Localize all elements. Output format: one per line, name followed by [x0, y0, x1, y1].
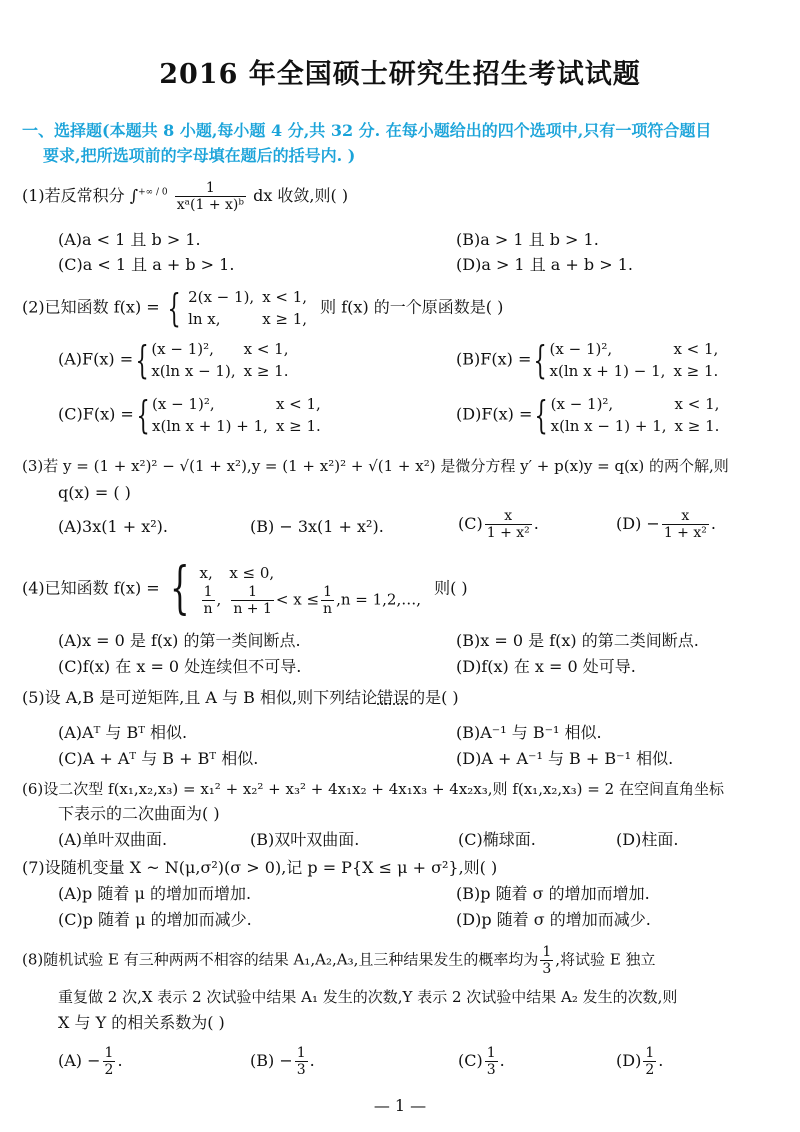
q2-option-a: (A)F(x) ={ (x − 1)², x < 1, x(ln x − 1), x ≥ 1.	[58, 338, 289, 382]
q8-option-c: (C) $\frac{1}{3}$ .	[458, 1045, 505, 1078]
question-6-line2: 下表示的二次曲面为( )	[58, 804, 220, 823]
q5-option-c: (C)A + Aᵀ 与 B + Bᵀ 相似.	[58, 749, 259, 768]
q1-option-d: (D)a > 1 且 a + b > 1.	[456, 255, 633, 274]
page-title: 2016 年全国硕士研究生招生考试试题	[159, 59, 641, 90]
section-heading-line1: 一、选择题(本题共 8 小题,每小题 4 分,共 32 分. 在每小题给出的四个选项中,只有一项符合题目	[22, 121, 712, 140]
q4-option-c: (C)f(x) 在 x = 0 处连续但不可导.	[58, 657, 302, 676]
q7-option-d: (D)p 随着 σ 的增加而减少.	[456, 910, 651, 929]
q1-stem-end: dx 收敛,则( )	[253, 186, 349, 205]
q1-option-c: (C)a < 1 且 a + b > 1.	[58, 255, 235, 274]
q5-option-a: (A)Aᵀ 与 Bᵀ 相似.	[58, 723, 188, 742]
q2-brace: {	[167, 286, 181, 330]
q5-option-b: (B)A⁻¹ 与 B⁻¹ 相似.	[456, 723, 602, 742]
question-1	[22, 180, 782, 213]
q1-option-a: (A)a < 1 且 b > 1.	[58, 230, 201, 249]
q5-emphasis: 错误	[377, 688, 410, 707]
q8-option-b: (B) − $\frac{1}{3}$ .	[250, 1045, 315, 1078]
question-2	[22, 286, 782, 330]
question-8-line3: X 与 Y 的相关系数为( )	[58, 1013, 225, 1032]
question-8-line2: 重复做 2 次,X 表示 2 次试验中结果 A₁ 发生的次数,Y 表示 2 次试验中结果 A₂ 发生的次数,则	[58, 988, 678, 1006]
q3-option-b: (B) − 3x(1 + x²).	[250, 517, 384, 536]
question-8-line1: (8)随机试验 E 有三种两两不相容的结果 A₁,A₂,A₃,且三种结果发生的概率均为 $\frac{1}{3}$ ,将试验 E 独立	[22, 944, 656, 977]
q1-option-b: (B)a > 1 且 b > 1.	[456, 230, 599, 249]
q6-option-c: (C)椭球面.	[458, 830, 536, 849]
q3-option-d: (D) − $\frac{x}{\text{1 + x²}}$ .	[616, 508, 716, 541]
q7-option-b: (B)p 随着 σ 的增加而增加.	[456, 884, 650, 903]
q2-cases: 2(x − 1), x < 1, ln x, x ≥ 1,	[188, 288, 308, 328]
q6-option-a: (A)单叶双曲面.	[58, 830, 168, 849]
q8-option-a: (A) − $\frac{1}{2}$ .	[58, 1045, 123, 1078]
q1-limits: +∞ / 0	[138, 187, 168, 198]
q4-option-a: (A)x = 0 是 f(x) 的第一类间断点.	[58, 631, 301, 650]
q5-option-d: (D)A + A⁻¹ 与 B + B⁻¹ 相似.	[456, 749, 674, 768]
q6-option-b: (B)双叶双曲面.	[250, 830, 360, 849]
question-7: (7)设随机变量 X ~ N(μ,σ²)(σ > 0),记 p = P{X ≤ μ + σ²},则( )	[22, 858, 498, 877]
q7-option-c: (C)p 随着 μ 的增加而减少.	[58, 910, 252, 929]
question-5: (5)设 A,B 是可逆矩阵,且 A 与 B 相似,则下列结论错误的是( )	[22, 688, 459, 707]
q1-fraction: $\frac{1}{\text{xᵃ(1 + x)ᵇ}}$	[176, 180, 244, 213]
q8-option-d: (D) $\frac{1}{2}$ .	[616, 1045, 664, 1078]
q3-option-a: (A)3x(1 + x²).	[58, 517, 169, 536]
page-number: — 1 —	[373, 1096, 427, 1115]
q4-cases: x, x ≤ 0, $\frac{1}{n}$ , $\frac{1}{n + 1}$ < x ≤ $\frac{1}{n}$ ,n = 1,2,…,	[199, 563, 421, 617]
q2-option-b: (B)F(x) ={ (x − 1)², x < 1, x(ln x + 1) − 1, x ≥ 1.	[456, 338, 719, 382]
q2-stem: (2)已知函数 f(x) =	[22, 297, 160, 317]
question-3-line1: (3)若 y = (1 + x²)² − √(1 + x²),y = (1 + x²)² + √(1 + x²) 是微分方程 y′ + p(x)y = q(x) 的两个解,则	[22, 457, 729, 475]
q2-option-c: (C)F(x) ={ (x − 1)², x < 1, x(ln x + 1) + 1, x ≥ 1.	[58, 393, 321, 437]
q4-option-b: (B)x = 0 是 f(x) 的第二类间断点.	[456, 631, 699, 650]
q1-stem: (1)若反常积分 ∫	[22, 186, 139, 205]
q2-option-d: (D)F(x) ={ (x − 1)², x < 1, x(ln x − 1) + 1, x ≥ 1.	[456, 393, 720, 437]
section-heading	[22, 118, 782, 168]
section-heading-line2: 要求,把所选项前的字母填在题后的括号内. )	[43, 146, 356, 165]
question-4: (4)已知函数 f(x) = { x, x ≤ 0, $\frac{1}{n}$ , $\frac{1}{n + 1}$ < x ≤ $\frac{1}{n}$ ,n = 1,2,…, 则( )	[22, 556, 468, 621]
q3-option-c: (C) $\frac{x}{\text{1 + x²}}$ .	[458, 508, 539, 541]
q7-option-a: (A)p 随着 μ 的增加而增加.	[58, 884, 252, 903]
question-3-line2: q(x) = ( )	[58, 483, 131, 502]
question-6-line1: (6)设二次型 f(x₁,x₂,x₃) = x₁² + x₂² + x₃² + 4x₁x₂ + 4x₁x₃ + 4x₂x₃,则 f(x₁,x₂,x₃) = 2 在空间直角坐标	[22, 780, 724, 798]
q6-option-d: (D)柱面.	[616, 830, 679, 849]
q4-option-d: (D)f(x) 在 x = 0 处可导.	[456, 657, 636, 676]
q2-stem-end: 则 f(x) 的一个原函数是( )	[320, 297, 504, 317]
